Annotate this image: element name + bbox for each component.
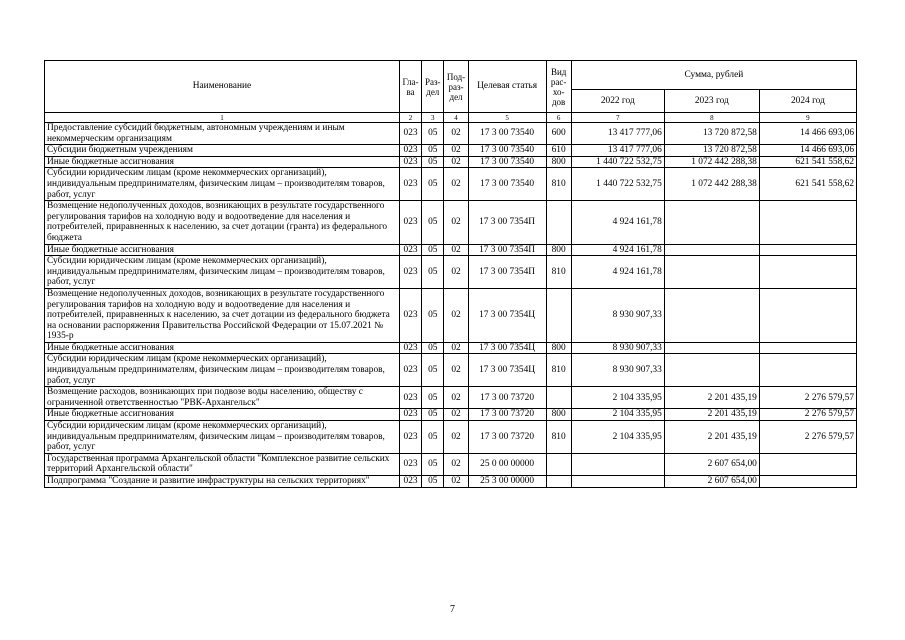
cell-razdel: 05	[422, 476, 444, 488]
header-target: Целевая статья	[468, 61, 546, 113]
cell-sum-2022: 8 930 907,33	[571, 288, 664, 342]
cell-sum-2022: 1 440 722 532,75	[571, 156, 664, 168]
cell-sum-2022: 4 924 161,78	[571, 256, 664, 289]
cell-vid: 810	[546, 354, 571, 387]
cell-razdel: 05	[422, 145, 444, 157]
cell-name: Возмещение расходов, возникающих при подвозе воды населению, обществу с ограниченной ответственностью "РВК-Архангельск"	[45, 387, 400, 409]
cell-razdel: 05	[422, 421, 444, 454]
cell-sum-2024: 14 466 693,06	[759, 145, 856, 157]
cell-razdel: 05	[422, 256, 444, 289]
cell-podrazdel: 02	[444, 145, 468, 157]
cell-name: Иные бюджетные ассигнования	[45, 409, 400, 421]
table-row	[45, 453, 857, 475]
table-row	[45, 256, 857, 289]
cell-podrazdel: 02	[444, 123, 468, 145]
cell-razdel: 05	[422, 409, 444, 421]
cell-razdel: 05	[422, 201, 444, 244]
cell-target: 17 3 00 7354П	[468, 201, 546, 244]
cell-podrazdel: 02	[444, 421, 468, 454]
cell-target: 17 3 00 7354П	[468, 256, 546, 289]
cell-sum-2023: 1 072 442 288,38	[664, 156, 759, 168]
cell-name: Возмещение недополученных доходов, возникающих в результате государственного регулирования тарифов на холодную воду и водоотведение для населения и потребителей, приравненных к населению, за счет дотации (гранта) из федерального бюджета	[45, 201, 400, 244]
cell-podrazdel: 02	[444, 201, 468, 244]
cell-name: Субсидии юридическим лицам (кроме некоммерческих организаций), индивидуальным предпринимателям, физическим лицам – производителям товаров, работ, услуг	[45, 168, 400, 201]
cell-target: 17 3 00 7354Ц	[468, 342, 546, 354]
cell-podrazdel: 02	[444, 342, 468, 354]
column-number: 5	[468, 113, 546, 123]
cell-sum-2024: 621 541 558,62	[759, 168, 856, 201]
cell-podrazdel: 02	[444, 387, 468, 409]
cell-glava: 023	[399, 409, 421, 421]
column-number: 6	[546, 113, 571, 123]
cell-sum-2023: 2 201 435,19	[664, 387, 759, 409]
cell-podrazdel: 02	[444, 354, 468, 387]
cell-sum-2024	[759, 288, 856, 342]
table-row	[45, 409, 857, 421]
table-row	[45, 354, 857, 387]
cell-name: Иные бюджетные ассигнования	[45, 156, 400, 168]
cell-sum-2024: 2 276 579,57	[759, 387, 856, 409]
cell-name: Иные бюджетные ассигнования	[45, 244, 400, 256]
cell-glava: 023	[399, 387, 421, 409]
cell-sum-2022: 8 930 907,33	[571, 342, 664, 354]
cell-vid: 800	[546, 342, 571, 354]
cell-vid: 600	[546, 123, 571, 145]
cell-glava: 023	[399, 421, 421, 454]
cell-sum-2023	[664, 201, 759, 244]
cell-target: 17 3 00 73720	[468, 387, 546, 409]
column-number: 2	[399, 113, 421, 123]
cell-sum-2023: 13 720 872,58	[664, 145, 759, 157]
budget-page	[44, 60, 857, 488]
cell-vid	[546, 453, 571, 475]
cell-sum-2024	[759, 256, 856, 289]
cell-name: Субсидии юридическим лицам (кроме некоммерческих организаций), индивидуальным предпринимателям, физическим лицам – производителям товаров, работ, услуг	[45, 354, 400, 387]
cell-sum-2022	[571, 453, 664, 475]
cell-glava: 023	[399, 168, 421, 201]
cell-sum-2022: 13 417 777,06	[571, 123, 664, 145]
column-number: 9	[759, 113, 856, 123]
cell-sum-2022: 2 104 335,95	[571, 387, 664, 409]
cell-sum-2023: 2 201 435,19	[664, 409, 759, 421]
cell-razdel: 05	[422, 342, 444, 354]
cell-name: Субсидии бюджетным учреждениям	[45, 145, 400, 157]
cell-name: Подпрограмма "Создание и развитие инфраструктуры на сельских территориях"	[45, 476, 400, 488]
table-row	[45, 145, 857, 157]
cell-sum-2024: 14 466 693,06	[759, 123, 856, 145]
cell-sum-2022: 2 104 335,95	[571, 409, 664, 421]
column-number: 4	[444, 113, 468, 123]
cell-sum-2024	[759, 244, 856, 256]
cell-podrazdel: 02	[444, 256, 468, 289]
cell-sum-2024	[759, 453, 856, 475]
cell-vid	[546, 288, 571, 342]
budget-table	[44, 60, 857, 488]
cell-glava: 023	[399, 354, 421, 387]
cell-name: Государственная программа Архангельской области "Комплексное развитие сельских территорий Архангельской области"	[45, 453, 400, 475]
cell-glava: 023	[399, 288, 421, 342]
header-sum: Сумма, рублей	[571, 61, 856, 90]
column-number: 8	[664, 113, 759, 123]
cell-target: 17 3 00 73540	[468, 156, 546, 168]
cell-sum-2022: 1 440 722 532,75	[571, 168, 664, 201]
cell-sum-2024	[759, 476, 856, 488]
cell-sum-2022: 2 104 335,95	[571, 421, 664, 454]
cell-target: 25 0 00 00000	[468, 453, 546, 475]
header-year-2023: 2023 год	[664, 90, 759, 113]
cell-sum-2022: 13 417 777,06	[571, 145, 664, 157]
cell-target: 25 3 00 00000	[468, 476, 546, 488]
cell-vid: 810	[546, 256, 571, 289]
column-number: 7	[571, 113, 664, 123]
cell-vid	[546, 387, 571, 409]
cell-sum-2023	[664, 244, 759, 256]
cell-sum-2023	[664, 342, 759, 354]
table-row	[45, 421, 857, 454]
cell-glava: 023	[399, 244, 421, 256]
page-number: 7	[450, 604, 455, 615]
header-glava: Гла-ва	[399, 61, 421, 113]
table-row	[45, 168, 857, 201]
table-body	[45, 123, 857, 488]
table-row	[45, 244, 857, 256]
cell-vid: 800	[546, 409, 571, 421]
cell-target: 17 3 00 73540	[468, 145, 546, 157]
cell-razdel: 05	[422, 156, 444, 168]
cell-glava: 023	[399, 476, 421, 488]
cell-sum-2022: 8 930 907,33	[571, 354, 664, 387]
cell-sum-2024	[759, 354, 856, 387]
cell-glava: 023	[399, 453, 421, 475]
cell-glava: 023	[399, 342, 421, 354]
cell-vid	[546, 476, 571, 488]
table-row	[45, 156, 857, 168]
cell-razdel: 05	[422, 354, 444, 387]
header-name: Наименование	[45, 61, 400, 113]
cell-target: 17 3 00 7354Ц	[468, 354, 546, 387]
cell-podrazdel: 02	[444, 244, 468, 256]
cell-glava: 023	[399, 123, 421, 145]
cell-razdel: 05	[422, 387, 444, 409]
header-year-2022: 2022 год	[571, 90, 664, 113]
cell-sum-2023	[664, 256, 759, 289]
cell-name: Предоставление субсидий бюджетным, автономным учреждениям и иным некоммерческим организациям	[45, 123, 400, 145]
cell-podrazdel: 02	[444, 476, 468, 488]
cell-glava: 023	[399, 201, 421, 244]
cell-razdel: 05	[422, 288, 444, 342]
cell-sum-2024	[759, 342, 856, 354]
cell-sum-2022: 4 924 161,78	[571, 244, 664, 256]
cell-target: 17 3 00 7354Ц	[468, 288, 546, 342]
cell-vid: 610	[546, 145, 571, 157]
cell-vid: 800	[546, 156, 571, 168]
cell-name: Субсидии юридическим лицам (кроме некоммерческих организаций), индивидуальным предпринимателям, физическим лицам – производителям товаров, работ, услуг	[45, 256, 400, 289]
cell-sum-2024	[759, 201, 856, 244]
table-row	[45, 342, 857, 354]
cell-sum-2023	[664, 354, 759, 387]
cell-sum-2024: 621 541 558,62	[759, 156, 856, 168]
cell-vid	[546, 201, 571, 244]
cell-sum-2023: 2 607 654,00	[664, 453, 759, 475]
cell-razdel: 05	[422, 168, 444, 201]
cell-target: 17 3 00 73720	[468, 421, 546, 454]
cell-razdel: 05	[422, 123, 444, 145]
cell-sum-2023: 1 072 442 288,38	[664, 168, 759, 201]
table-row	[45, 288, 857, 342]
cell-sum-2023	[664, 288, 759, 342]
cell-target: 17 3 00 7354П	[468, 244, 546, 256]
cell-glava: 023	[399, 156, 421, 168]
cell-name: Иные бюджетные ассигнования	[45, 342, 400, 354]
cell-sum-2022: 4 924 161,78	[571, 201, 664, 244]
column-number: 3	[422, 113, 444, 123]
table-row	[45, 201, 857, 244]
cell-sum-2022	[571, 476, 664, 488]
table-row	[45, 476, 857, 488]
header-razdel: Раз-дел	[422, 61, 444, 113]
cell-vid: 810	[546, 168, 571, 201]
table-row	[45, 387, 857, 409]
table-row	[45, 123, 857, 145]
cell-podrazdel: 02	[444, 168, 468, 201]
header-podrazdel: Под-раз-дел	[444, 61, 468, 113]
cell-vid: 800	[546, 244, 571, 256]
cell-sum-2024: 2 276 579,57	[759, 409, 856, 421]
cell-glava: 023	[399, 145, 421, 157]
cell-vid: 810	[546, 421, 571, 454]
cell-razdel: 05	[422, 453, 444, 475]
header-vid: Вид рас-хо-дов	[546, 61, 571, 113]
cell-podrazdel: 02	[444, 156, 468, 168]
cell-sum-2023: 13 720 872,58	[664, 123, 759, 145]
cell-podrazdel: 02	[444, 288, 468, 342]
cell-name: Субсидии юридическим лицам (кроме некоммерческих организаций), индивидуальным предпринимателям, физическим лицам – производителям товаров, работ, услуг	[45, 421, 400, 454]
cell-podrazdel: 02	[444, 409, 468, 421]
cell-target: 17 3 00 73540	[468, 168, 546, 201]
cell-target: 17 3 00 73540	[468, 123, 546, 145]
column-number-row	[45, 113, 857, 123]
column-number: 1	[45, 113, 400, 123]
cell-sum-2023: 2 201 435,19	[664, 421, 759, 454]
cell-podrazdel: 02	[444, 453, 468, 475]
cell-glava: 023	[399, 256, 421, 289]
cell-sum-2024: 2 276 579,57	[759, 421, 856, 454]
cell-target: 17 3 00 73720	[468, 409, 546, 421]
cell-name: Возмещение недополученных доходов, возникающих в результате государственного регулирования тарифов на холодную воду и водоотведение для населения и потребителей, приравненных к населению, за счет дотации из федерального бюджета на основании распоряжения Правительства Российской Федерации от 15.07.2021 № 1935-р	[45, 288, 400, 342]
header-year-2024: 2024 год	[759, 90, 856, 113]
cell-razdel: 05	[422, 244, 444, 256]
cell-sum-2023: 2 607 654,00	[664, 476, 759, 488]
